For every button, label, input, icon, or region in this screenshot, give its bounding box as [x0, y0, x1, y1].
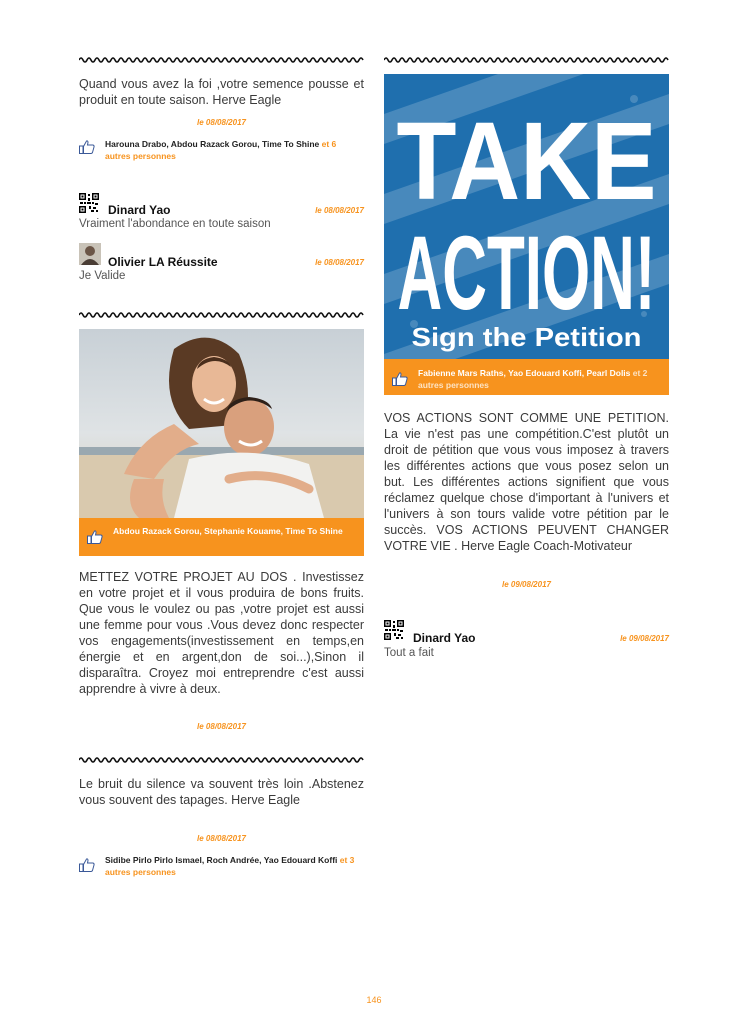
thumbs-up-icon[interactable]	[79, 140, 95, 154]
post-text: METTEZ VOTRE PROJET AU DOS . Investissez en votre projet et il vous produira de bons fruits. Que vous le voulez ou pas ,votre projet est aussi une femme pour vous .Vous devez donc respecter vos engagements(investissement en temps,en énergie et en argent,don de soi...),Sinon il disparaîtra. Croyez moi entreprendre c'est aussi apprendre à vivre à deux.	[79, 570, 364, 696]
post-date: le 08/08/2017	[197, 118, 246, 127]
commenter-name[interactable]: Dinard Yao	[413, 631, 476, 645]
likes-names[interactable]: Harouna Drabo, Abdou Razack Gorou, Time To Shine	[105, 139, 320, 149]
likes-text	[105, 854, 364, 878]
comment-date: le 09/08/2017	[620, 634, 669, 643]
poster-title-line1: TAKE	[396, 100, 657, 223]
comment-date: le 08/08/2017	[315, 258, 364, 267]
qr-avatar[interactable]	[79, 193, 99, 213]
likes-names[interactable]: Abdou Razack Gorou, Stephanie Kouame, Time To Shine	[113, 526, 343, 536]
post-text: VOS ACTIONS SONT COMME UNE PETITION. La vie n'est pas une compétition.C'est plutôt un droit de pétition que vous vous imposez à travers les différentes actions que vous posez selon un but. Les différentes actions signifient que vous réclamez quelque chose d'important à l'univers et l'univers à son tours valide votre pétition par le succès. VOS ACTIONS PEUVENT CHANGER VOTRE VIE . Herve Eagle Coach-Motivateur	[384, 411, 669, 553]
poster-subtitle: Sign the Petition	[411, 322, 642, 352]
comment	[79, 243, 364, 283]
thumbs-up-icon[interactable]	[392, 372, 408, 386]
wavy-divider	[79, 756, 364, 764]
comment	[384, 620, 669, 660]
likes-names[interactable]: Fabienne Mars Raths, Yao Edouard Koffi, Pearl Dolis	[418, 368, 631, 378]
likes-bar	[384, 359, 669, 395]
likes-text	[105, 138, 364, 162]
comment-text: Je Valide	[79, 270, 126, 282]
likes-row	[79, 136, 364, 164]
page-number: 146	[366, 995, 382, 1005]
post-date: le 08/08/2017	[197, 834, 246, 843]
comment-text: Vraiment l'abondance en toute saison	[79, 218, 271, 230]
likes-bar	[79, 518, 364, 556]
likes-more[interactable]: et 2 autres personnes	[418, 368, 648, 390]
post-text: Quand vous avez la foi ,votre semence pousse et produit en toute saison. Herve Eagle	[79, 77, 364, 107]
poster-title-line2: ACTION!	[397, 215, 656, 332]
comment-date: le 08/08/2017	[315, 206, 364, 215]
post-date: le 09/08/2017	[502, 580, 551, 589]
couple-photo[interactable]	[79, 329, 364, 518]
comment	[79, 193, 364, 233]
likes-names[interactable]: Sidibe Pirlo Pirlo Ismael, Roch Andrée, Yao Edouard Koffi	[105, 855, 338, 865]
take-action-poster[interactable]	[384, 74, 669, 359]
likes-more[interactable]: et 6 autres personnes	[105, 139, 337, 161]
likes-text	[113, 525, 358, 537]
comment-text: Tout a fait	[384, 647, 434, 659]
post-date: le 08/08/2017	[197, 722, 246, 731]
thumbs-up-icon[interactable]	[87, 530, 103, 544]
post-text: Le bruit du silence va souvent très loin .Abstenez vous souvent des tapages. Herve Eagle	[79, 777, 364, 807]
wavy-divider	[79, 56, 364, 64]
qr-avatar[interactable]	[384, 620, 404, 640]
wavy-divider	[79, 311, 364, 319]
likes-row	[79, 852, 364, 880]
profile-avatar[interactable]	[79, 243, 101, 265]
wavy-divider	[384, 56, 669, 64]
thumbs-up-icon[interactable]	[79, 858, 95, 872]
likes-text	[418, 367, 663, 391]
commenter-name[interactable]: Olivier LA Réussite	[108, 255, 218, 269]
commenter-name[interactable]: Dinard Yao	[108, 203, 171, 217]
likes-more[interactable]: et 3 autres personnes	[105, 855, 355, 877]
